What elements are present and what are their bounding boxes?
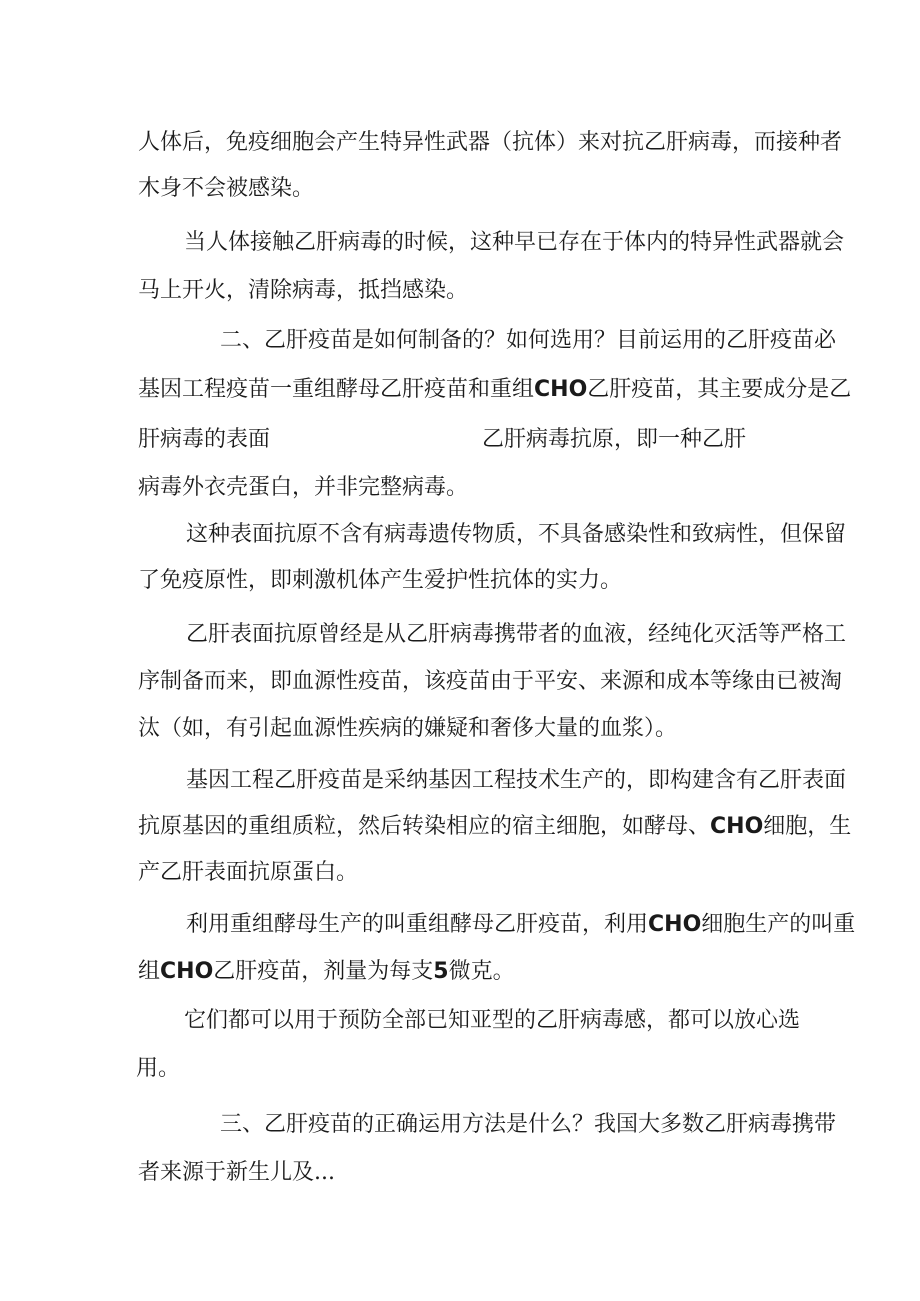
paragraph-line: 木身不会被感染。 xyxy=(138,176,315,201)
paragraph-line xyxy=(138,812,851,842)
paragraph-line xyxy=(186,910,855,940)
paragraph-line: 了免疫原性，即刺激机体产生爱护性抗体的实力。 xyxy=(138,568,623,593)
text-segment: 乙肝疫苗，剂量为每支 xyxy=(213,959,434,984)
section-heading: 三、乙肝疫苗的正确运用方法是什么？我国大多数乙肝病毒携带 xyxy=(220,1112,837,1137)
text-segment: 乙肝疫苗，其主要成分是乙 xyxy=(587,377,852,402)
paragraph-line: 当人体接触乙肝病毒的时候，这种早已存在于体内的特异性武器就会 xyxy=(184,230,845,255)
text-segment-bold: CHO xyxy=(534,377,588,402)
paragraph-line: 这种表面抗原不含有病毒遗传物质，不具备感染性和致病性，但保留 xyxy=(186,522,847,547)
paragraph-line: 乙肝病毒抗原，即一种乙肝 xyxy=(482,427,747,452)
paragraph-line: 马上开火，清除病毒，抵挡感染。 xyxy=(138,278,469,303)
paragraph-line xyxy=(138,375,851,405)
paragraph-line: 序制备而来，即血源性疫苗，该疫苗由于平安、来源和成本等缘由已被淘 xyxy=(138,669,843,694)
text-segment-bold: 5 xyxy=(433,959,449,984)
paragraph-line xyxy=(138,957,515,987)
paragraph-line: 人体后，免疫细胞会产生特异性武器（抗体）来对抗乙肝病毒，而接种者 xyxy=(138,130,843,155)
paragraph-line: 肝病毒的表面 xyxy=(138,427,271,452)
paragraph-line: 汰（如，有引起血源性疾病的嫌疑和奢侈大量的血浆）。 xyxy=(138,716,678,741)
paragraph-line: 用。 xyxy=(136,1056,181,1081)
text-segment: 细胞生产的叫重 xyxy=(701,912,856,937)
text-segment: 基因工程疫苗一重组酵母乙肝疫苗和重组 xyxy=(138,377,535,402)
text-segment-bold: CHO xyxy=(160,959,214,984)
text-segment: 细胞，生 xyxy=(763,814,852,839)
paragraph-line: 病毒外衣壳蛋白，并非完整病毒。 xyxy=(138,475,469,500)
text-segment: 利用重组酵母生产的叫重组酵母乙肝疫苗，利用 xyxy=(186,912,649,937)
text-segment: 抗原基因的重组质粒，然后转染相应的宿主细胞，如酵母、 xyxy=(138,814,711,839)
paragraph-line: 产乙肝表面抗原蛋白。 xyxy=(138,860,359,885)
section-heading: 二、乙肝疫苗是如何制备的？如何选用？目前运用的乙肝疫苗必 xyxy=(220,328,837,353)
text-segment: 组 xyxy=(138,959,161,984)
text-segment-bold: CHO xyxy=(648,912,702,937)
text-segment-bold: CHO xyxy=(710,814,764,839)
paragraph-line: 它们都可以用于预防全部已知亚型的乙肝病毒感，都可以放心选 xyxy=(184,1008,801,1033)
paragraph-line: 者来源于新生儿及... xyxy=(138,1160,335,1185)
paragraph-line: 基因工程乙肝疫苗是采纳基因工程技术生产的，即构建含有乙肝表面 xyxy=(186,768,847,793)
paragraph-line: 乙肝表面抗原曾经是从乙肝病毒携带者的血液，经纯化灭活等严格工 xyxy=(186,622,847,647)
text-segment: 微克。 xyxy=(448,959,515,984)
